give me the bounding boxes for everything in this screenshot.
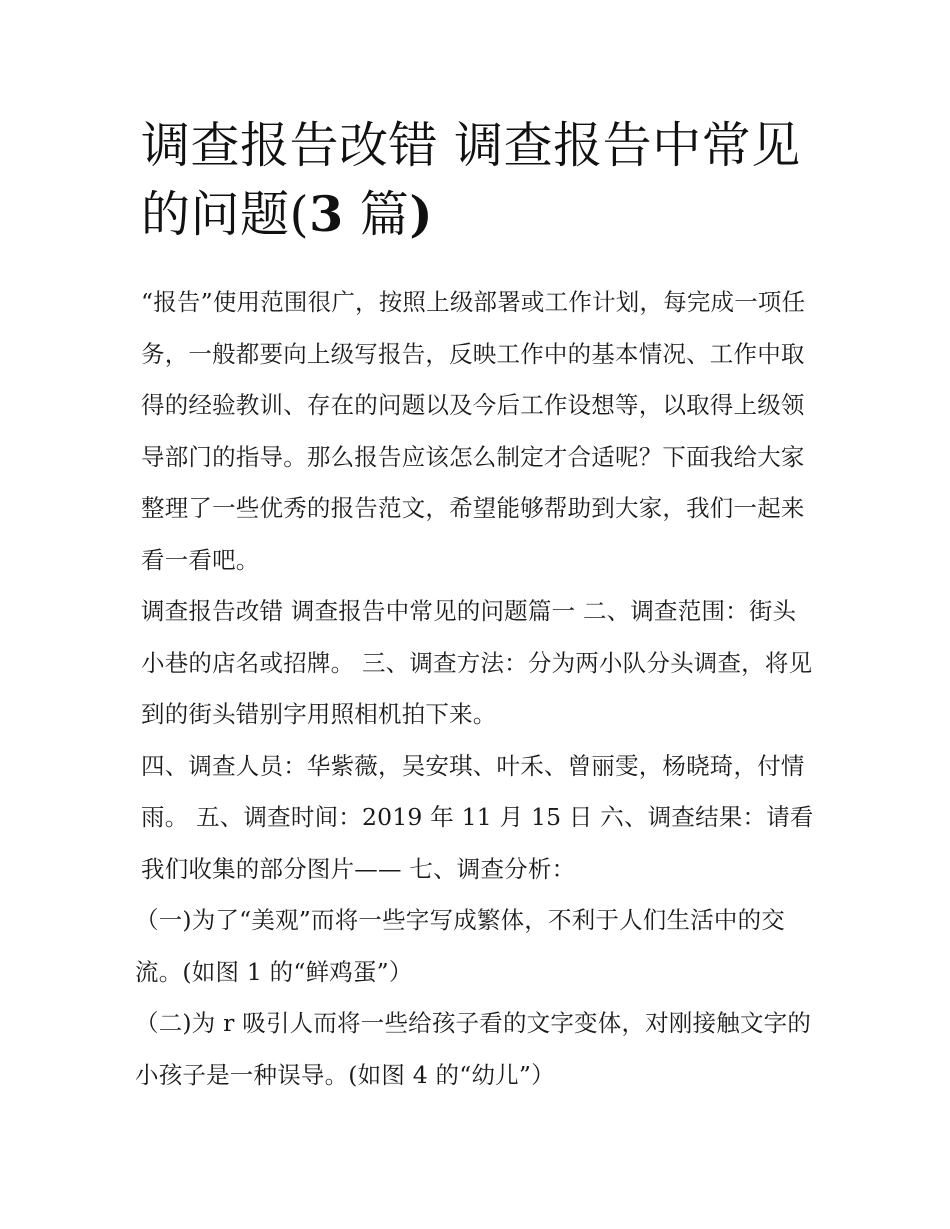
title-close-paren: ) — [409, 185, 433, 243]
paragraph-analysis-1: （一)为了“美观”而将一些字写成繁体，不利于人们生活中的交流。(如图 1 的“鲜鸡蛋”） — [135, 906, 785, 986]
paragraph-analysis-2: （二)为 r 吸引人而将一些给孩子看的文字变体，对刚接触文字的小孩子是一种误导。(如图 4 的“幼儿”） — [135, 1009, 812, 1089]
document-page — [135, 112, 816, 1101]
document-title — [141, 112, 816, 249]
title-unit: 篇 — [343, 186, 410, 243]
paragraph-survey-people: 四、调查人员：华紫薇，吴安琪、叶禾、曾丽雯，杨晓琦，付情雨。 五、调查时间：2019 年 11 月 15 日 六、调查结果：请看我们收集的部分图片—— 七、调查分析： — [141, 751, 814, 883]
paragraph-survey-scope: 调查报告改错 调查报告中常见的问题篇一 二、调查范围：街头小巷的店名或招牌。 三、调查方法：分为两小队分头调查，将见到的街头错别字用照相机拍下来。 — [141, 597, 813, 728]
paragraph-intro: “报告”使用范围很广，按照上级部署或工作计划，每完成一项任务，一般都要向上级写报告，反映工作中的基本情况、工作中取得的经验教训、存在的问题以及今后工作设想等，以取得上级领导部门的指导。那么报告应该怎么制定才合适呢？下面我给大家整理了一些优秀的报告范文，希望能够帮助到大家，我们一起来看一看吧。 — [141, 288, 806, 574]
title-count: 3 — [309, 185, 344, 243]
title-text-main: 调查报告改错 调查报告中常见的问题( — [141, 117, 801, 243]
document-body — [135, 277, 816, 1101]
